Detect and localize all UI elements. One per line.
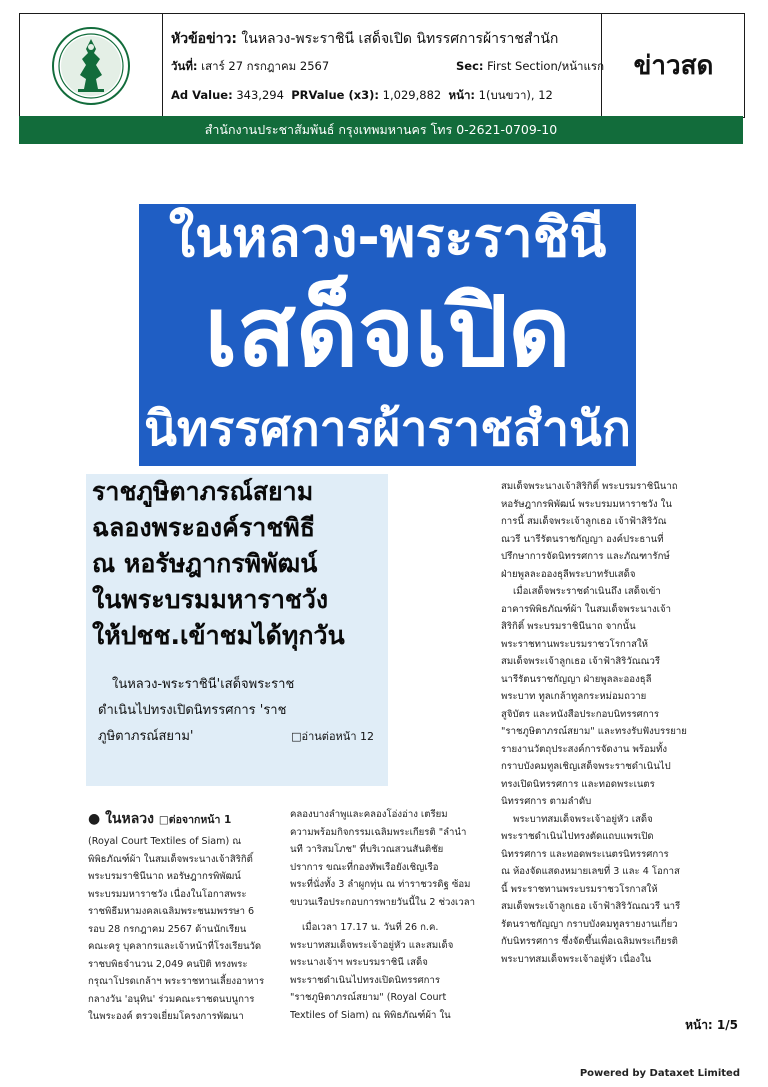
subheadline-line: ราชภูษิตาภรณ์สยาม [92,477,314,506]
body-text-line: พระบาทสมเด็จพระเจ้าอยู่หัว และสมเด็จ [290,939,454,951]
body-text-line: พระบาทสมเด็จพระเจ้าอยู่หัว เสด็จ [513,813,653,825]
contact-bar: สำนักงานประชาสัมพันธ์ กรุงเทพมหานคร โทร 0-2621-0709-10 [19,116,743,144]
pr-value-label: PRValue (x3): [291,88,380,102]
body-text-line: ราชบพิธจำนวน 2,049 คนปิติ ทรงพระ [88,958,248,970]
subheadline-line: ฉลองพระองค์ราชพิธี [92,513,316,542]
date-section-row [171,58,605,76]
body-text-line: ราชพิธีมหามงคลเฉลิมพระชนมพรรษา 6 [88,906,255,917]
body-text-line: สูจิบัตร และหนังสือประกอบนิทรรศการ [501,708,660,720]
headline-line-2: เสด็จเปิด [204,276,571,388]
bma-seal-icon [50,25,132,107]
lead-line [98,724,384,750]
headline-box [139,204,636,466]
subheadline-line: ในพระบรมมหาราชวัง [92,585,329,614]
body-text-line: "ราชภูษิตาภรณ์สยาม" (Royal Court [290,992,447,1003]
headline-text: ในหลวง-พระราชินี เสด็จเปิด นิทรรศการผ้าราชสำนัก [241,31,559,47]
body-text-line: Textiles of Siam) ณ พิพิธภัณฑ์ผ้า ใน [290,1009,451,1021]
section-info [456,58,604,76]
body-text-line: กราบบังคมทูลเชิญเสด็จพระราชดำเนินไป [501,761,671,772]
body-text-line: สมเด็จพระเจ้าลูกเธอ เจ้าฟ้าสิริวัณณวรี นารี [501,901,681,912]
body-text-line: นิทรรศการ ตามลำดับ [501,796,592,807]
body-text-line: หอรัษฎากรพิพัฒน์ พระบรมมหาราชวัง ใน [501,498,672,510]
body-text-line: ขบวนเรือประกอบการพายวันนี้ใน 2 ช่วงเวลา [290,896,475,908]
body-text-line: คลองบางลำพูและคลองโอ่งอ่าง เตรียม [290,809,448,820]
body-text-line: กลางวัน 'อนุทิน' ร่วมคณะราชดนบนูการ [88,993,255,1005]
date-label: วันที่: [171,59,198,73]
body-text-line: พระนางเจ้าฯ พระบรมราชินี เสด็จ [290,957,428,968]
body-text-line: สมเด็จพระเจ้าลูกเธอ เจ้าฟ้าสิริวัณณวรี [501,656,661,667]
body-text-line: ฝ่ายพูลละอองธุลีพระบาทรับเสด็จ [501,568,636,580]
body-text-line: นที วาริสมโภช" ที่บริเวณสวนสันติชัย [290,844,444,855]
body-text-line: กรุณาโปรดเกล้าฯ พระราชทานเลี้ยงอาหาร [88,976,265,987]
body-text-line: อาคารพิพิธภัณฑ์ผ้า ในสมเด็จพระนางเจ้า [501,603,671,615]
article-column-1 [88,808,276,1026]
subheadline-line: ให้ปชช.เข้าชมได้ทุกวัน [92,621,345,650]
body-text-line: พระบาท ทูลเกล้าทูลกระหม่อมถวาย [501,691,647,702]
column-1-body [88,833,276,1026]
page-value: 1(บนขวา), 12 [478,88,553,102]
article-column-2 [290,806,490,1024]
body-text-line: การนี้ สมเด็จพระเจ้าลูกเธอ เจ้าฟ้าสิริวัณ [501,516,667,527]
clipping-header [19,13,745,118]
body-text-line: สิริกิติ์ พระบรมราชินีนาถ จากนั้น [501,621,636,632]
body-text-line: คณะครู บุคลากรและเจ้าหน้าที่โรงเรียนวัด [88,941,262,952]
body-text-line: "ราชภูษิตาภรณ์สยาม" และทรงรับฟังบรรยาย [501,726,687,737]
headline-row [171,28,601,50]
body-text-line: ปรึกษาการจัดนิทรรศการ และภัณฑารักษ์ [501,551,670,562]
body-text-line: ปราการ ขณะที่กองทัพเรือยังเชิญเรือ [290,861,439,873]
body-text-line: (Royal Court Textiles of Siam) ณ [88,836,242,847]
continued-from: □ต่อจากหน้า 1 [158,814,232,826]
lead-line: ในหลวง-พระราชินี'เสด็จพระราช [112,677,295,692]
bma-logo [20,14,163,117]
body-text-line: ณ ห้องจัดแสดงหมายเลขที่ 3 และ 4 โอกาส [501,866,680,877]
body-text-line: ในพระองค์ ตรวจเยี่ยมโครงการพัฒนา [88,1011,244,1022]
body-text-line: พระที่นั่งทั้ง 3 ลำผูกทุ่น ณ ท่าราชวรดิฐ ซ้อม [290,879,471,890]
body-text-line: ทรงเปิดนิทรรศการ และทอดพระเนตร [501,778,655,790]
body-text-line: พระบาทสมเด็จพระเจ้าอยู่หัว เนื่องใน [501,953,652,965]
body-text-line: สมเด็จพระนางเจ้าสิริกิติ์ พระบรมราชินีนาถ [501,481,678,492]
column-2-body [290,806,490,1024]
body-text-line: พระราชดำเนินไปทรงเปิดนิทรรศการ [290,974,440,986]
body-text-line: พระบรมราชินีนาถ หอรัษฎากรพิพัฒน์ [88,871,241,882]
body-text-line: รอบ 28 กรกฎาคม 2567 ด้านนักเรียน [88,923,247,935]
subheadline [92,474,345,654]
body-text-line: นี้ พระราชทานพระบรมราชวโรกาสให้ [501,883,658,895]
body-text-line: ณวรี นารีรัตนราชกัญญา องค์ประธานที่ [501,533,664,545]
body-text-line: พระราชทานพระบรมราชวโรกาสให้ [501,638,648,650]
page-indicator: หน้า: 1/5 [685,1018,738,1032]
lead-line: ดำเนินไปทรงเปิดนิทรรศการ 'ราช [98,703,287,718]
body-text-line: รัตนราชกัญญา กราบบังคมทูลรายงานเกี่ยว [501,918,678,930]
body-text-line: พิพิธภัณฑ์ผ้า ในสมเด็จพระนางเจ้าสิริกิติ์ [88,853,253,865]
headline-line-1: ในหลวง-พระราชินี [168,206,607,269]
ad-value: 343,294 [236,88,284,102]
article-column-3 [501,478,705,968]
body-text-line: นิทรรศการ และทอดพระเนตรนิทรรศการ [501,848,669,860]
body-text-line: นารีรัตนราชกัญญา ฝ่ายพูลละอองธุลี [501,673,652,685]
headline-label: หัวข้อข่าว: [171,31,237,47]
ad-value-label: Ad Value: [171,88,233,102]
body-text-line: พระราชดำเนินไปทรงตัดแถบแพรเปิด [501,831,654,842]
body-text-line: ความพร้อมกิจกรรมเฉลิมพระเกียรติ "ลำนำ [290,826,467,838]
subheadline-box [86,474,388,786]
column-1-heading: ● ในหลวง [88,811,155,827]
date-value: เสาร์ 27 กรกฎาคม 2567 [201,59,330,73]
body-text-line: เมื่อเวลา 17.17 น. วันที่ 26 ก.ค. [302,922,439,933]
body-text-line: รายงานวัตถุประสงค์การจัดงาน พร้อมทั้ง [501,743,668,755]
section-label: Sec: [456,59,484,73]
section-value: First Section/หน้าแรก [487,59,605,73]
body-text-line: เมื่อเสด็จพระราชดำเนินถึง เสด็จเข้า [513,586,661,597]
column-1-title [88,808,276,831]
lead-line-text: ภูษิตาภรณ์สยาม' [98,729,194,744]
powered-by: Powered by Dataxet Limited [579,1068,740,1079]
clipping-info [171,14,605,117]
subheadline-line: ณ หอรัษฎากรพิพัฒน์ [92,549,318,578]
column-3-body [501,478,705,968]
page-label: หน้า: [448,88,476,102]
body-text-line [290,911,490,919]
value-row [171,87,553,105]
body-text-line: พระบรมมหาราชวัง เนื่องในโอกาสพระ [88,888,247,900]
pr-value: 1,029,882 [382,88,442,102]
headline-line-3: นิทรรศการผ้าราชสำนัก [144,401,631,457]
news-type-tag: ข่าวสด [601,14,745,117]
body-text-line: กับนิทรรศการ ซึ่งจัดขึ้นเพื่อเฉลิมพระเกียรติ [501,936,678,947]
continued-note: □อ่านต่อหน้า 12 [291,730,374,743]
lead-paragraph [98,672,384,750]
